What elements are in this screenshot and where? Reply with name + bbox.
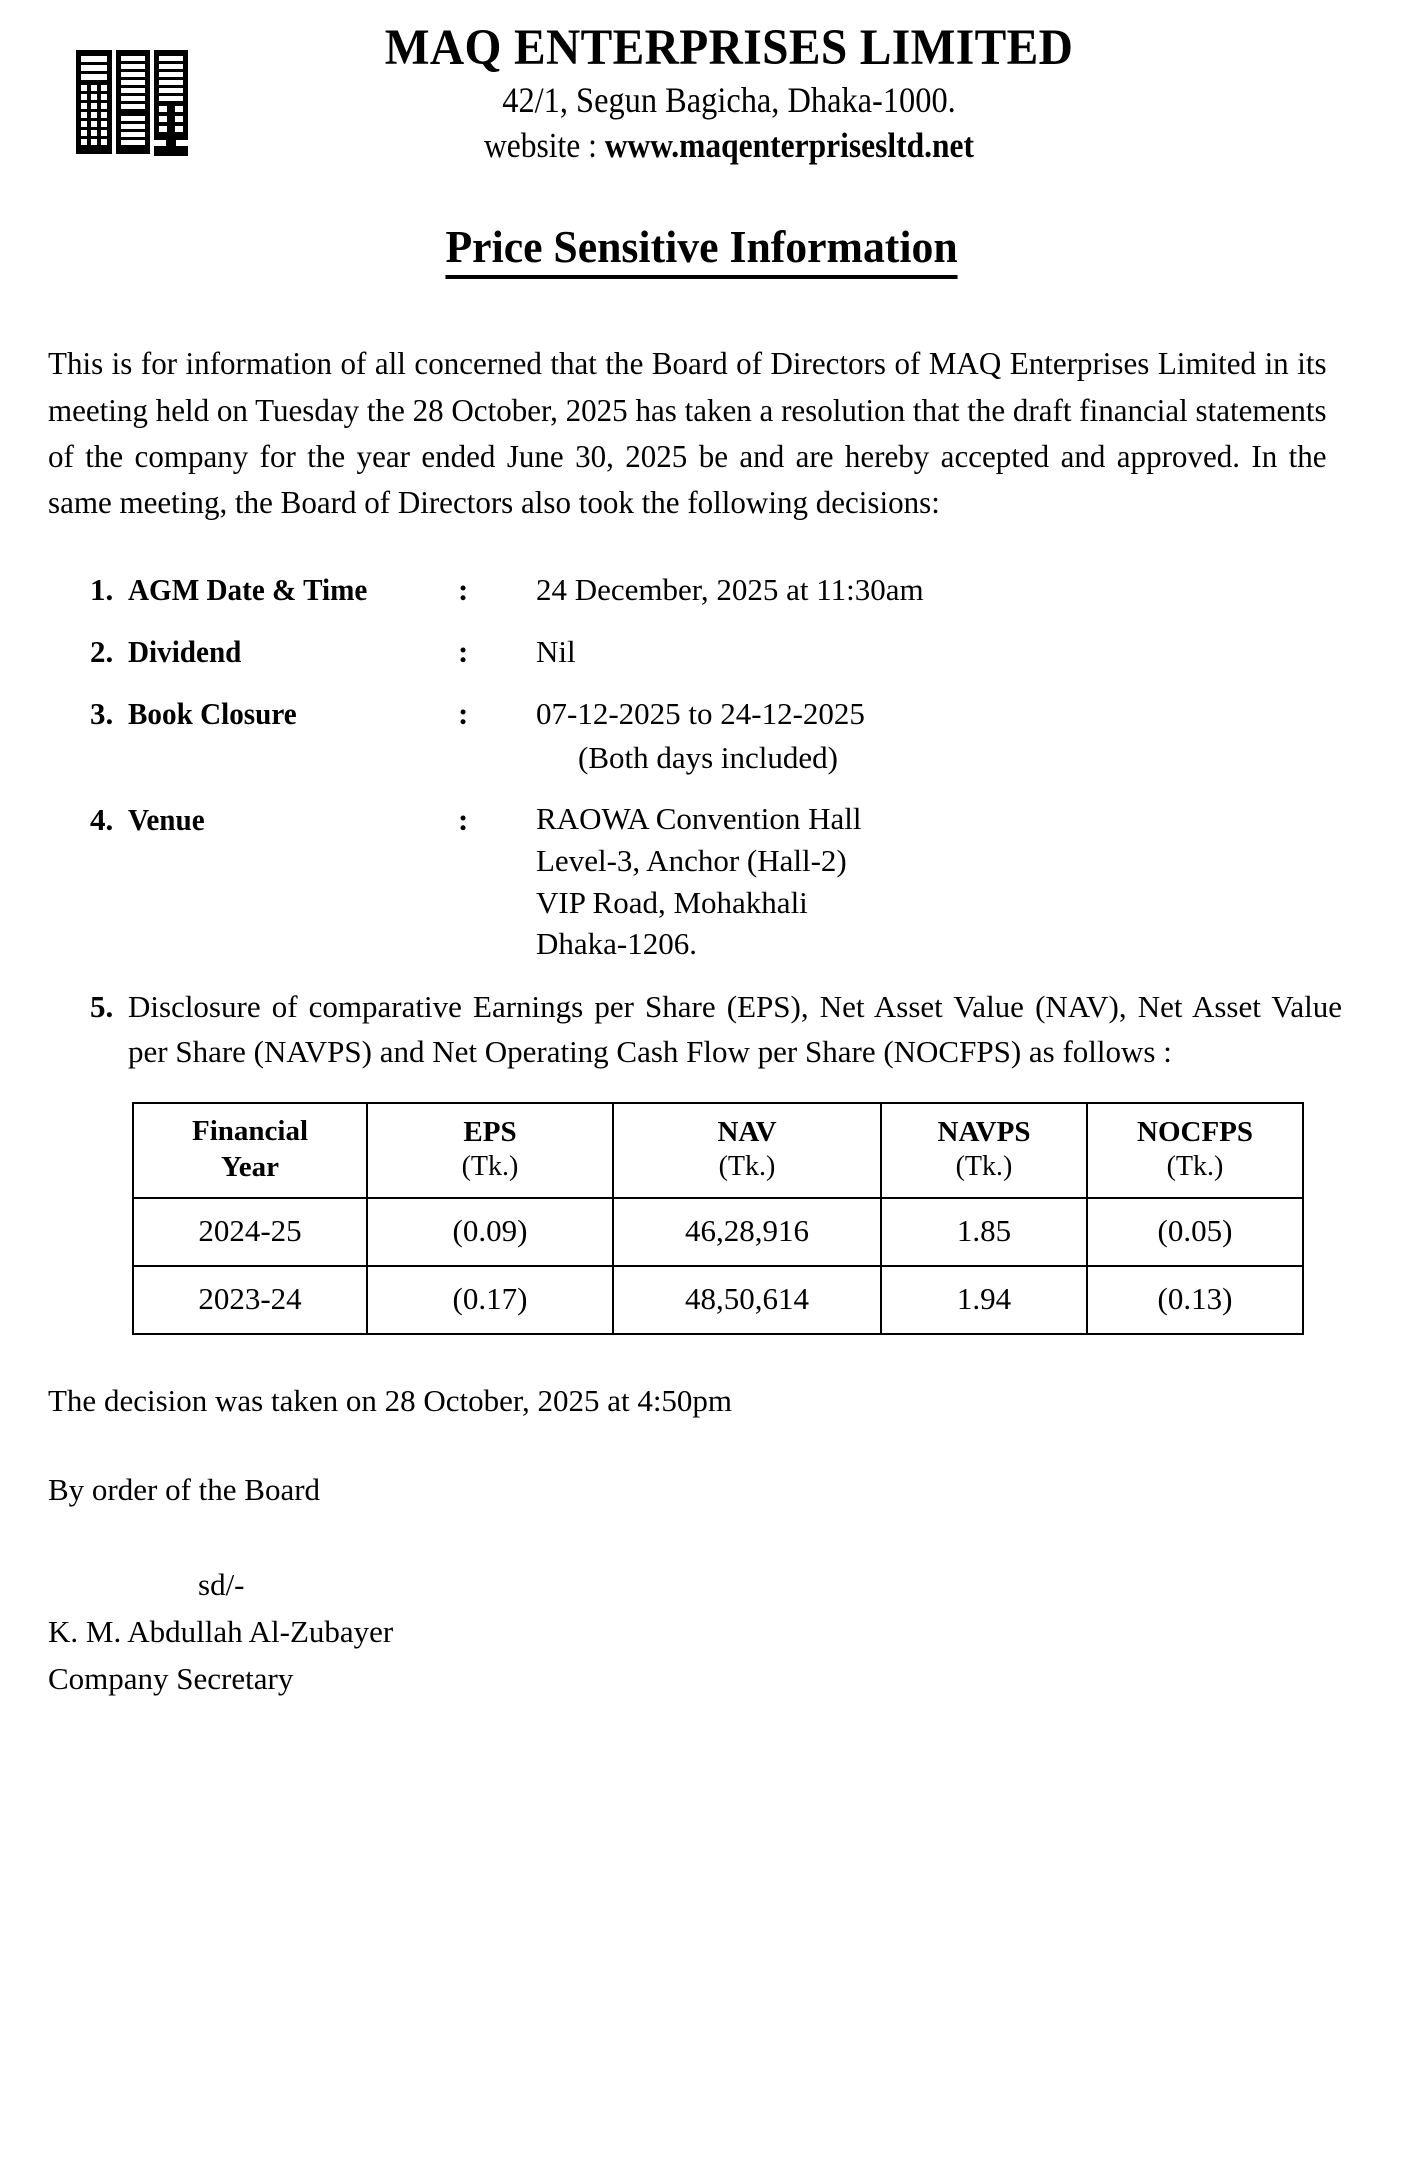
header-line-1: EPS (463, 1116, 517, 1149)
decision-label-agm-date-time: AGM Date & Time (128, 572, 368, 608)
letterhead-text (202, 22, 1356, 168)
decision-label-dividend: Dividend (128, 634, 242, 670)
cell-eps: (0.09) (367, 1198, 613, 1266)
cell-financial-year: 2023-24 (133, 1266, 367, 1334)
three-towers-logo-icon (70, 36, 202, 158)
decision-number: 2. (90, 634, 114, 670)
header-unit: (Tk.) (1166, 1151, 1224, 1183)
company-name: MAQ ENTERPRISES LIMITED (384, 20, 1074, 76)
intro-paragraph: This is for information of all concerned that the Board of Directors of MAQ Enterprises Limited in its meeting held on Tuesday the 28 October, 2025 has taken a resolution that the draft financial statements of the company for the year ended June 30, 2025 be and are hereby accepted and approved. In the same meeting, the Board of Directors also took the following decisions: (48, 346, 1327, 521)
website-label: website : (484, 125, 605, 165)
cell-nav: 46,28,916 (613, 1198, 881, 1266)
table-row (133, 1266, 1303, 1334)
header-unit: (Tk.) (461, 1151, 519, 1183)
venue-line-4: Dhaka-1206. (536, 926, 697, 962)
decision-colon: : (458, 572, 469, 608)
company-address: 42/1, Segun Bagicha, Dhaka-1000. (502, 80, 956, 121)
signature-mark: sd/- (198, 1567, 245, 1603)
page-title: Price Sensitive Information (446, 222, 958, 280)
book-closure-dates: 07-12-2025 to 24-12-2025 (536, 696, 865, 732)
decisions-list (48, 568, 1356, 1074)
cell-nocfps: (0.13) (1087, 1266, 1303, 1334)
decision-timestamp: The decision was taken on 28 October, 2025 at 4:50pm (48, 1383, 733, 1419)
decision-number: 5. (90, 988, 114, 1024)
table-header-row (133, 1103, 1303, 1198)
table-header (133, 1103, 1303, 1198)
decision-text-disclosure: Disclosure of comparative Earnings per Share (EPS), Net Asset Value (NAV), Net Asset Value per Share (NAVPS) and Net Operating Cash Flow per Share (NOCFPS) as follows : (128, 988, 1342, 1069)
decision-colon: : (458, 802, 469, 838)
decision-colon: : (458, 696, 469, 732)
decision-value-book-closure (536, 692, 1356, 780)
header-unit: (Tk.) (955, 1151, 1013, 1183)
decision-label-book-closure: Book Closure (128, 696, 297, 732)
column-header-financial-year (133, 1103, 367, 1198)
header-line-1: Financial (191, 1115, 308, 1148)
by-order-of-the-board: By order of the Board (48, 1472, 321, 1508)
decision-label-venue: Venue (128, 802, 205, 838)
decision-item-venue (90, 798, 1356, 964)
decision-value-dividend: Nil (536, 634, 576, 670)
venue-line-3: VIP Road, Mohakhali (536, 884, 808, 920)
company-website-line (255, 125, 1204, 168)
decision-item-agm (90, 568, 1356, 612)
financial-comparison-table (132, 1102, 1304, 1335)
website-url[interactable]: www.maqenterprisesltd.net (604, 125, 974, 165)
decision-value-agm-date-time: 24 December, 2025 at 11:30am (536, 572, 924, 608)
decision-value-venue (536, 798, 1356, 964)
header-unit: (Tk.) (718, 1151, 776, 1183)
decision-item-dividend (90, 630, 1356, 674)
decision-colon: : (458, 634, 469, 670)
table-row (133, 1198, 1303, 1266)
book-closure-note: (Both days included) (578, 740, 839, 776)
header-line-1: NAV (717, 1116, 777, 1149)
column-header-navps (881, 1103, 1087, 1198)
closing-section (48, 1379, 1356, 1702)
header-line-1: NAVPS (937, 1116, 1031, 1149)
decision-number: 4. (90, 802, 114, 838)
column-header-nocfps (1087, 1103, 1303, 1198)
cell-navps: 1.94 (881, 1266, 1087, 1334)
decision-number: 3. (90, 696, 114, 732)
decision-item-book-closure (90, 692, 1356, 780)
header-line-1: NOCFPS (1137, 1116, 1253, 1149)
cell-eps: (0.17) (367, 1266, 613, 1334)
cell-navps: 1.85 (881, 1198, 1087, 1266)
cell-nav: 48,50,614 (613, 1266, 881, 1334)
letterhead (48, 22, 1356, 168)
column-header-eps (367, 1103, 613, 1198)
page-title-container (48, 222, 1356, 280)
cell-financial-year: 2024-25 (133, 1198, 367, 1266)
table-body (133, 1198, 1303, 1334)
header-line-2: Year (221, 1150, 279, 1183)
financial-table-container (48, 1102, 1356, 1335)
decision-number: 1. (90, 572, 114, 608)
signer-title: Company Secretary (48, 1660, 294, 1696)
signer-name: K. M. Abdullah Al-Zubayer (48, 1614, 394, 1650)
decision-item-disclosure (90, 985, 1356, 1075)
column-header-nav (613, 1103, 881, 1198)
cell-nocfps: (0.05) (1087, 1198, 1303, 1266)
venue-line-2: Level-3, Anchor (Hall-2) (536, 843, 847, 878)
venue-line-1: RAOWA Convention Hall (536, 801, 862, 837)
